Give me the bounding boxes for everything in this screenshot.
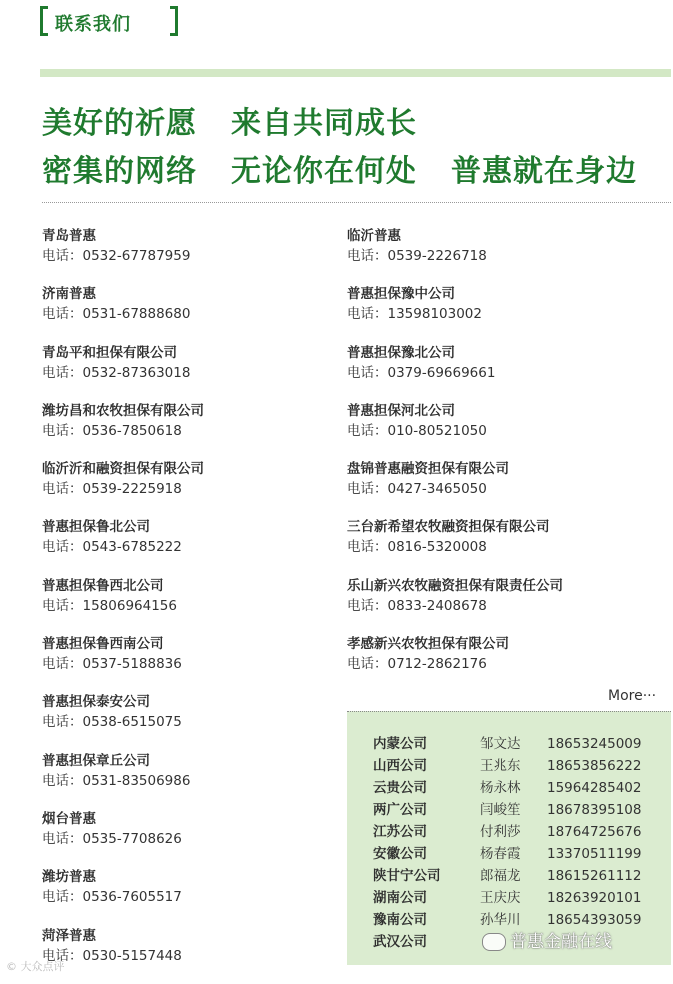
contact-entry (42, 576, 342, 634)
company-name: 潍坊普惠 (42, 869, 96, 886)
regional-contact-row (347, 777, 671, 799)
contact-mobile: 18615261112 (547, 868, 642, 884)
contact-person: 郎福龙 (480, 868, 521, 884)
contact-entry (42, 692, 342, 750)
slogan-line-1 (42, 98, 417, 142)
dotted-divider (347, 711, 671, 712)
contact-mobile: 18654393059 (547, 912, 642, 928)
company-phone: 电话：0816-5320008 (347, 539, 487, 556)
company-phone: 电话：0530-5157448 (42, 947, 182, 964)
company-name: 普惠担保鲁北公司 (42, 519, 150, 536)
company-name: 烟台普惠 (42, 810, 96, 827)
company-phone: 电话：0833-2408678 (347, 597, 487, 614)
company-name: 普惠担保豫北公司 (347, 344, 455, 361)
region-name: 湖南公司 (373, 890, 427, 906)
company-phone: 电话：0531-67888680 (42, 306, 191, 323)
contact-person: 杨永林 (480, 780, 521, 796)
company-phone: 电话：0537-5188836 (42, 656, 182, 673)
regional-contact-row (347, 733, 671, 755)
slogan-line-2 (42, 146, 637, 190)
contact-person: 邹文达 (480, 736, 521, 752)
contact-person: 付利莎 (480, 824, 521, 840)
contact-person: 杨春霞 (480, 846, 521, 862)
contact-entry (42, 751, 342, 809)
company-name: 菏泽普惠 (42, 927, 96, 944)
company-phone: 电话：0539-2226718 (347, 248, 487, 264)
contact-entry (42, 284, 342, 342)
left-contact-list (42, 226, 342, 984)
contact-mobile: 18678395108 (547, 802, 642, 818)
region-name: 山西公司 (373, 758, 427, 774)
regional-contact-row (347, 799, 671, 821)
contact-entry (42, 809, 342, 867)
contact-entry (42, 459, 342, 517)
contact-mobile: 18653856222 (547, 758, 642, 774)
title-bracket-right (170, 6, 178, 36)
contact-entry (42, 226, 342, 284)
contact-entry (347, 401, 647, 459)
slogan-phrase: 密集的网络 (42, 154, 197, 189)
company-phone: 电话：0536-7850618 (42, 422, 182, 439)
company-name: 临沂普惠 (347, 228, 401, 244)
company-phone: 电话：0535-7708626 (42, 830, 182, 847)
company-phone: 电话：15806964156 (42, 597, 177, 614)
watermark-right-text: 普惠金融在线 (510, 932, 612, 952)
regional-contact-row (347, 887, 671, 909)
contact-entry (42, 926, 342, 984)
contact-mobile: 18263920101 (547, 890, 642, 906)
region-name: 内蒙公司 (373, 736, 427, 752)
slogan-phrase: 来自共同成长 (231, 106, 417, 141)
contact-entry (347, 226, 647, 284)
company-name: 临沂沂和融资担保有限公司 (42, 461, 204, 478)
company-name: 普惠担保章丘公司 (42, 752, 150, 769)
contact-entry (42, 867, 342, 925)
company-name: 普惠担保鲁西南公司 (42, 636, 164, 653)
contact-mobile: 18764725676 (547, 824, 642, 840)
company-name: 三台新希望农牧融资担保有限公司 (347, 519, 550, 536)
watermark-left: © 大众点评 (6, 960, 65, 973)
contact-entry (42, 634, 342, 692)
company-phone: 电话：13598103002 (347, 306, 482, 323)
contact-entry (347, 634, 647, 692)
company-phone: 电话：0543-6785222 (42, 539, 182, 556)
slogan-phrase: 美好的祈愿 (42, 106, 197, 141)
company-name: 普惠担保河北公司 (347, 402, 455, 419)
company-name: 潍坊昌和农牧担保有限公司 (42, 402, 204, 419)
slogan-phrase: 无论你在何处 (231, 154, 417, 189)
regional-contact-row (347, 843, 671, 865)
company-name: 青岛普惠 (42, 228, 96, 244)
contact-entry (42, 517, 342, 575)
company-phone: 电话：0539-2225918 (42, 481, 182, 498)
company-name: 济南普惠 (42, 286, 96, 303)
company-phone: 电话：0531-83506986 (42, 772, 191, 789)
contact-mobile: 15964285402 (547, 780, 642, 796)
dotted-divider (42, 202, 671, 203)
regional-contact-row (347, 821, 671, 843)
contact-entry (347, 284, 647, 342)
company-phone: 电话：0536-7605517 (42, 889, 182, 906)
company-name: 孝感新兴农牧担保有限公司 (347, 636, 509, 653)
contact-entry (42, 343, 342, 401)
chat-bubble-icon (482, 933, 506, 951)
company-phone: 电话：0532-67787959 (42, 248, 191, 264)
contact-person: 闫峻笙 (480, 802, 521, 818)
watermark-right (482, 927, 612, 952)
region-name: 陕甘宁公司 (373, 868, 441, 884)
region-name: 豫南公司 (373, 912, 427, 928)
contact-entry (347, 459, 647, 517)
slogan-phrase: 普惠就在身边 (451, 154, 637, 189)
contact-person: 孙华川 (480, 912, 521, 928)
contact-mobile: 13370511199 (547, 846, 642, 862)
region-name: 云贵公司 (373, 780, 427, 796)
company-phone: 电话：0532-87363018 (42, 364, 191, 381)
header-divider-band (40, 69, 671, 77)
section-title-text: 联系我们 (55, 14, 131, 35)
company-name: 普惠担保泰安公司 (42, 694, 150, 711)
title-bracket-left (40, 6, 48, 36)
contact-mobile: 18653245009 (547, 736, 642, 752)
region-name: 两广公司 (373, 802, 427, 818)
right-contact-list (347, 226, 647, 692)
company-phone: 电话：010-80521050 (347, 422, 487, 439)
company-phone: 电话：0712-2862176 (347, 656, 487, 673)
company-name: 普惠担保豫中公司 (347, 286, 455, 303)
region-name: 武汉公司 (373, 934, 427, 950)
company-name: 普惠担保鲁西北公司 (42, 577, 164, 594)
company-name: 乐山新兴农牧融资担保有限责任公司 (347, 577, 563, 594)
contact-entry (347, 343, 647, 401)
region-name: 江苏公司 (373, 824, 427, 840)
more-link[interactable]: More··· (608, 688, 657, 704)
contact-entry (347, 576, 647, 634)
regional-contact-row (347, 865, 671, 887)
contact-entry (42, 401, 342, 459)
company-name: 盘锦普惠融资担保有限公司 (347, 461, 509, 478)
company-phone: 电话：0379-69669661 (347, 364, 496, 381)
company-name: 青岛平和担保有限公司 (42, 344, 177, 361)
company-phone: 电话：0538-6515075 (42, 714, 182, 731)
contact-entry (347, 517, 647, 575)
region-name: 安徽公司 (373, 846, 427, 862)
regional-contact-row (347, 755, 671, 777)
contact-person: 王庆庆 (480, 890, 521, 906)
contact-person: 王兆东 (480, 758, 521, 774)
company-phone: 电话：0427-3465050 (347, 481, 487, 498)
